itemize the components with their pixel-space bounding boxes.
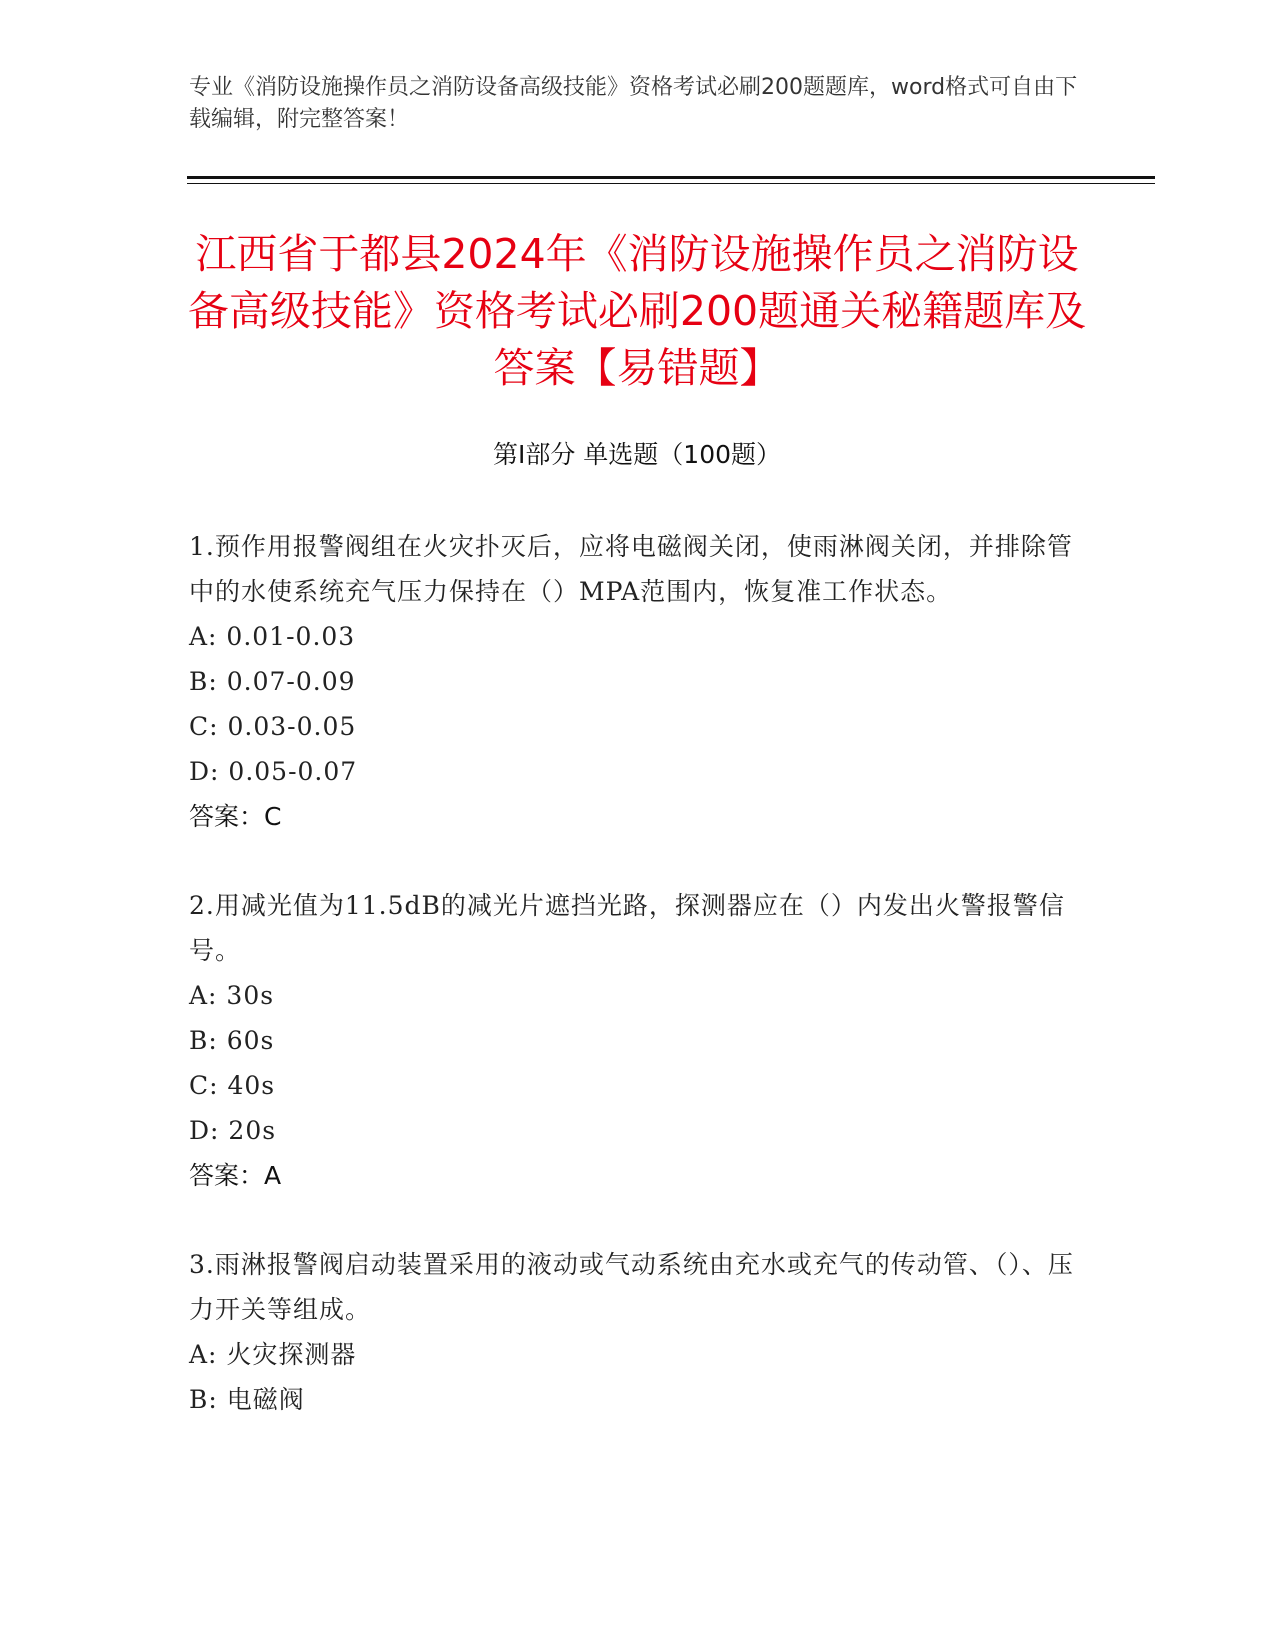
header-rule-thin [187, 183, 1155, 184]
option-b: B: 60s [189, 1026, 275, 1055]
answer-line: 答案：A [189, 1161, 282, 1190]
option-d: D: 0.05-0.07 [189, 757, 358, 786]
question-stem: 3.雨淋报警阀启动装置采用的液动或气动系统由充水或充气的传动管、（）、压力开关等组成。 [189, 1250, 1074, 1324]
option-a: A: 30s [189, 981, 275, 1010]
section-title: 第I部分 单选题（100题） [492, 440, 782, 469]
option-a: A: 0.01-0.03 [189, 622, 356, 651]
question-list [189, 524, 1089, 1466]
option-c: C: 40s [189, 1071, 276, 1100]
header-rule-thick [187, 176, 1155, 179]
option-b: B: 0.07-0.09 [189, 667, 356, 696]
option-d: D: 20s [189, 1116, 277, 1145]
option-c: C: 0.03-0.05 [189, 712, 357, 741]
question-item [189, 883, 1089, 1198]
question-stem: 1.预作用报警阀组在火灾扑灭后，应将电磁阀关闭，使雨淋阀关闭，并排除管中的水使系统充气压力保持在（）MPA范围内，恢复准工作状态。 [189, 532, 1073, 606]
document-title: 江西省于都县2024年《消防设施操作员之消防设备高级技能》资格考试必刷200题通关秘籍题库及答案【易错题】 [187, 230, 1087, 392]
question-item [189, 524, 1089, 839]
question-stem: 2.用减光值为11.5dB的减光片遮挡光路，探测器应在（）内发出火警报警信号。 [189, 891, 1065, 965]
answer-line: 答案：C [189, 802, 282, 831]
option-b: B: 电磁阀 [189, 1385, 305, 1414]
header-note: 专业《消防设施操作员之消防设备高级技能》资格考试必刷200题题库，word格式可自由下载编辑，附完整答案！ [189, 75, 1078, 132]
question-item [189, 1242, 1089, 1422]
option-a: A: 火灾探测器 [189, 1340, 357, 1369]
